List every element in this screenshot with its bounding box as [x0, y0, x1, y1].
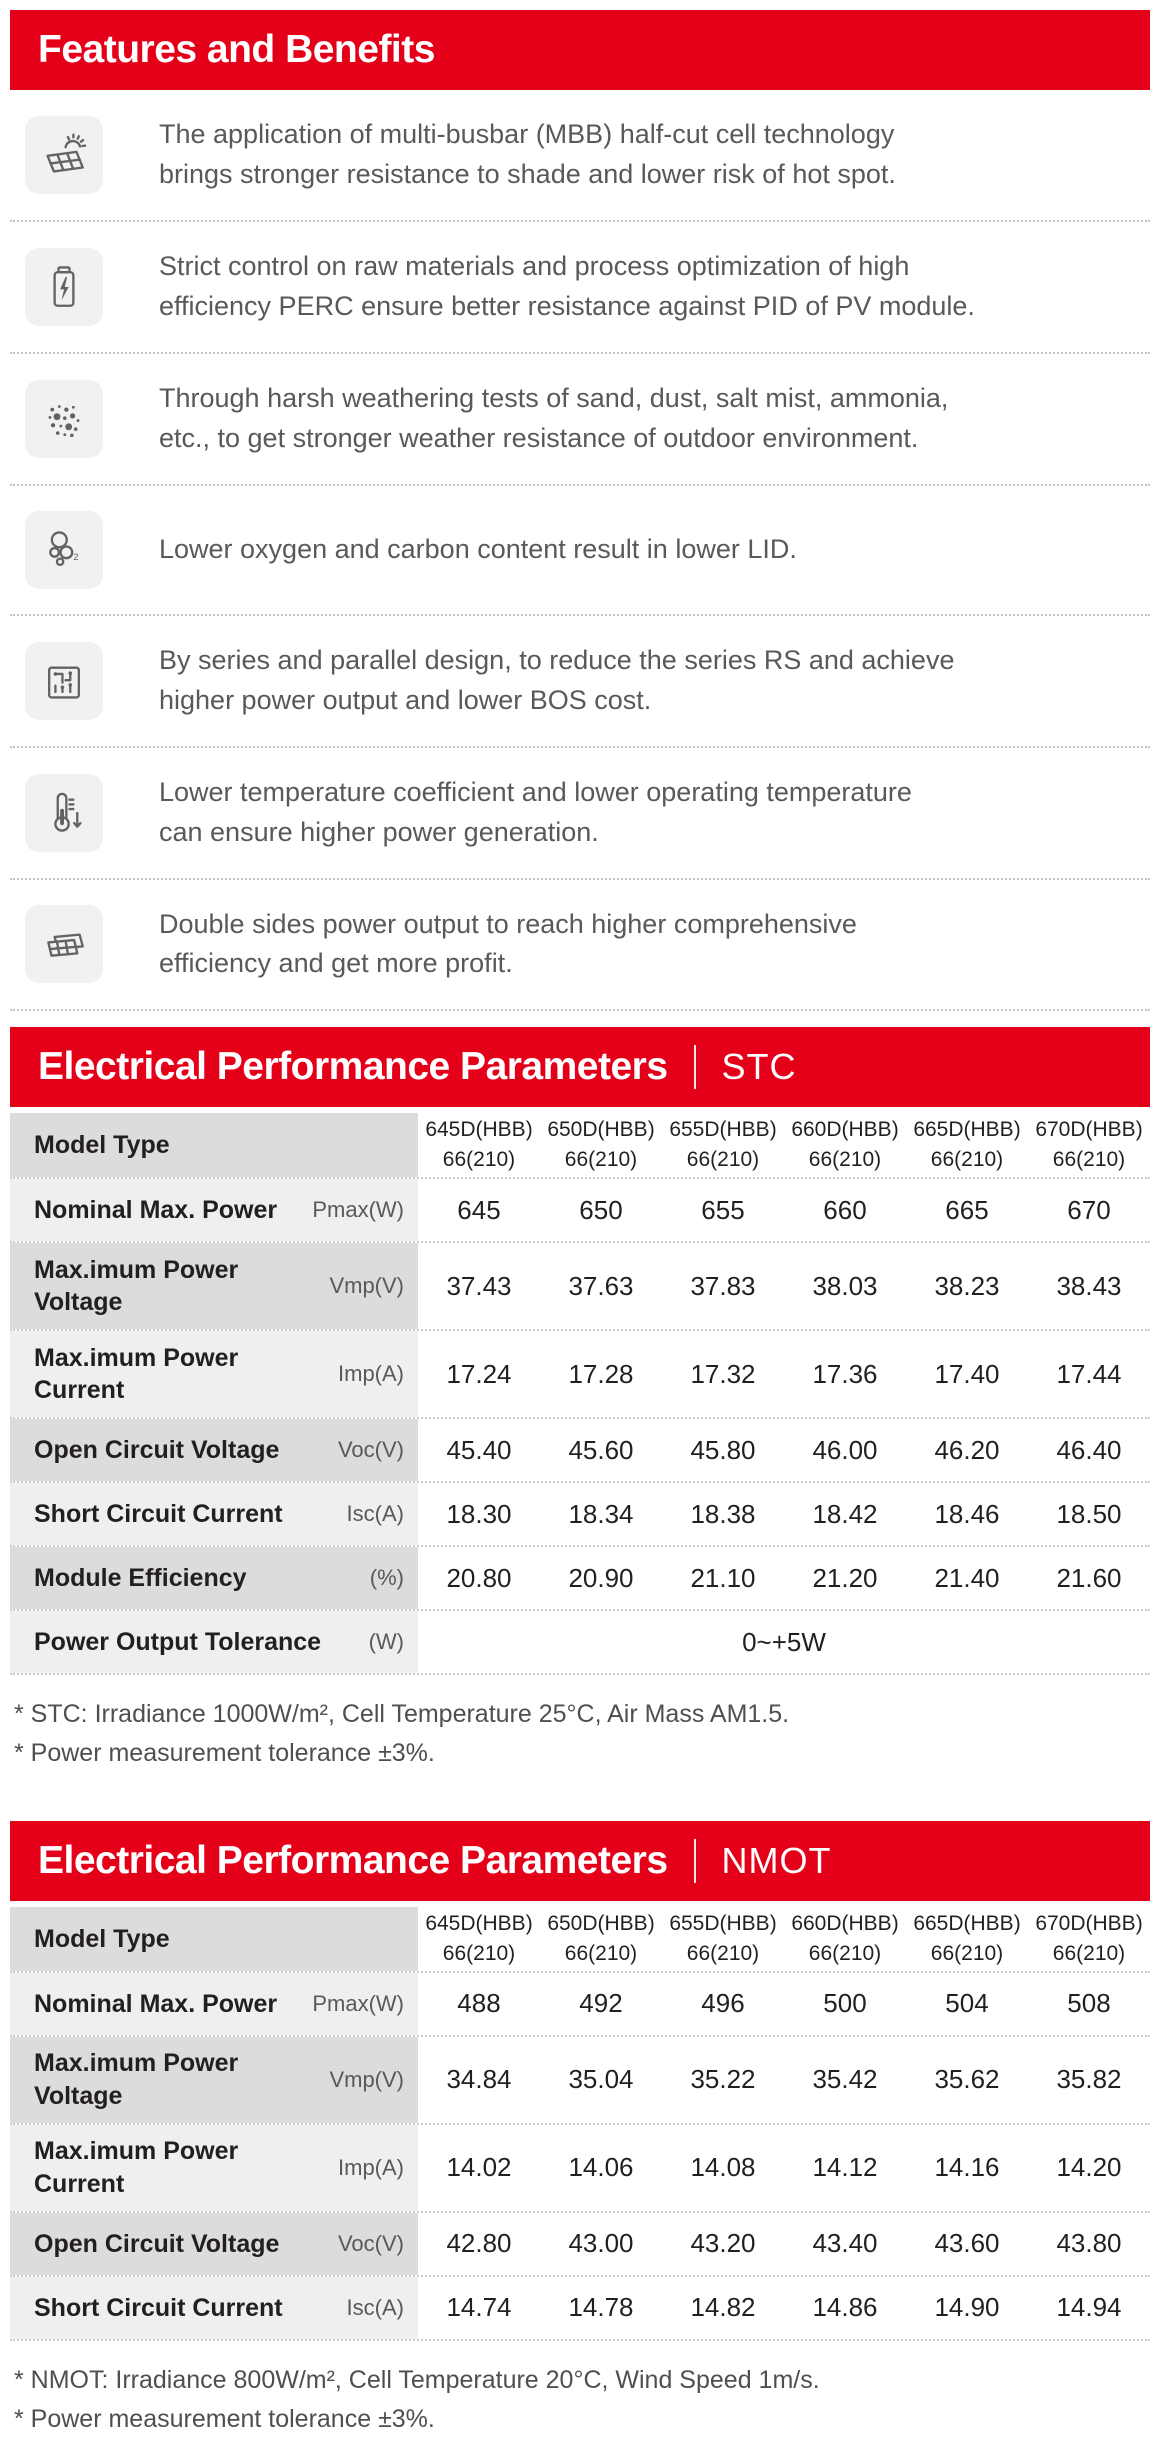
param-value: 655 — [701, 1194, 745, 1225]
circuit-icon — [25, 642, 103, 720]
feature-line: efficiency PERC ensure better resistance against PID of PV module. — [159, 290, 975, 321]
tolerance-value: 0~+5W — [742, 1626, 826, 1657]
param-value: 14.02 — [446, 2152, 512, 2183]
param-value: 645 — [457, 1194, 501, 1225]
param-value: 18.42 — [812, 1498, 878, 1529]
param-value: 17.36 — [812, 1358, 878, 1389]
feature-text — [159, 641, 954, 721]
feature-item-weathering — [10, 354, 1150, 486]
stc-condition-label: STC — [721, 1046, 797, 1088]
model-col: 655D(HBB) 66(210) — [669, 1118, 777, 1172]
param-value: 17.40 — [934, 1358, 1000, 1389]
param-label-cell — [10, 2277, 418, 2339]
footnote: * Power measurement tolerance ±3%. — [14, 2404, 435, 2433]
feature-text — [159, 115, 896, 195]
param-value: 35.22 — [690, 2064, 756, 2095]
param-value: 45.80 — [690, 1434, 756, 1465]
feature-line: Lower oxygen and carbon content result in lower LID. — [159, 533, 797, 564]
feature-line: higher power output and lower BOS cost. — [159, 684, 652, 715]
param-value: 17.32 — [690, 1358, 756, 1389]
param-symbol: (%) — [369, 1565, 404, 1591]
param-label-cell — [10, 2125, 418, 2211]
nmot-footnotes — [14, 2361, 1150, 2439]
nmot-table — [10, 1907, 1150, 2341]
param-value: 18.50 — [1056, 1498, 1122, 1529]
param-label-cell — [10, 1419, 418, 1481]
param-value: 38.03 — [812, 1270, 878, 1301]
param-value: 45.40 — [446, 1434, 512, 1465]
param-value: 20.90 — [568, 1562, 634, 1593]
param-label: Power Output Tolerance — [34, 1628, 322, 1657]
model-col: 660D(HBB) 66(210) — [791, 1118, 899, 1172]
param-value: 670 — [1067, 1194, 1111, 1225]
param-value: 504 — [945, 1988, 989, 2019]
table-row-voc — [10, 2213, 1150, 2277]
nmot-condition-label: NMOT — [721, 1839, 832, 1881]
param-label: Nominal Max. Power — [34, 1989, 278, 2018]
param-symbol: Pmax(W) — [312, 1990, 404, 2016]
param-value: 500 — [823, 1988, 867, 2019]
param-value: 43.00 — [568, 2228, 634, 2259]
stc-footnotes — [14, 1695, 1150, 1773]
model-col: 645D(HBB) 66(210) — [425, 1911, 533, 1965]
oxygen-bubbles-icon — [25, 511, 103, 589]
param-symbol: Voc(V) — [337, 2230, 404, 2256]
table-row-pmax — [10, 1179, 1150, 1243]
table-row-isc — [10, 2277, 1150, 2341]
param-label: Module Efficiency — [34, 1564, 247, 1593]
particles-icon — [25, 380, 103, 458]
feature-line: etc., to get stronger weather resistance of outdoor environment. — [159, 422, 919, 453]
svg-text:2: 2 — [73, 551, 79, 562]
param-value: 18.46 — [934, 1498, 1000, 1529]
table-row-efficiency — [10, 1547, 1150, 1611]
feature-item-series-parallel — [10, 616, 1150, 748]
model-col: 650D(HBB) 66(210) — [547, 1911, 655, 1965]
param-label-cell — [10, 2037, 418, 2123]
param-symbol: Vmp(V) — [329, 2066, 404, 2092]
param-label-cell — [10, 1243, 418, 1329]
banner-divider — [694, 1045, 696, 1089]
param-value: 37.63 — [568, 1270, 634, 1301]
bifacial-panel-icon — [25, 905, 103, 983]
table-row-vmp — [10, 2037, 1150, 2125]
table-row-imp — [10, 1331, 1150, 1419]
table-row-imp — [10, 2125, 1150, 2213]
model-type-label-cell — [10, 1113, 418, 1177]
param-value: 45.60 — [568, 1434, 634, 1465]
param-value: 37.43 — [446, 1270, 512, 1301]
table-row-model-type — [10, 1907, 1150, 1973]
feature-line: efficiency and get more profit. — [159, 948, 513, 979]
param-value: 43.20 — [690, 2228, 756, 2259]
param-value: 18.38 — [690, 1498, 756, 1529]
feature-text — [159, 379, 948, 459]
param-symbol: Isc(A) — [346, 1501, 404, 1527]
param-value: 14.06 — [568, 2152, 634, 2183]
param-label-cell — [10, 1973, 418, 2035]
footnote: * STC: Irradiance 1000W/m², Cell Temperature 25°C, Air Mass AM1.5. — [14, 1700, 790, 1729]
feature-line: Strict control on raw materials and process optimization of high — [159, 250, 910, 281]
param-value: 42.80 — [446, 2228, 512, 2259]
param-value: 17.44 — [1056, 1358, 1122, 1389]
param-value: 17.28 — [568, 1358, 634, 1389]
param-symbol: Isc(A) — [346, 2294, 404, 2320]
footnote: * Power measurement tolerance ±3%. — [14, 1739, 435, 1768]
param-symbol: (W) — [368, 1629, 404, 1655]
param-value: 46.20 — [934, 1434, 1000, 1465]
feature-line: Double sides power output to reach higher comprehensive — [159, 908, 857, 939]
solar-panel-sun-icon — [25, 116, 103, 194]
feature-text — [159, 773, 912, 853]
param-label: Short Circuit Current — [34, 1500, 283, 1529]
param-value: 21.60 — [1056, 1562, 1122, 1593]
param-value: 14.20 — [1056, 2152, 1122, 2183]
param-symbol: Voc(V) — [337, 1437, 404, 1463]
table-row-pmax — [10, 1973, 1150, 2037]
feature-item-lid — [10, 486, 1150, 616]
nmot-header-banner — [10, 1821, 1150, 1901]
param-symbol: Imp(A) — [338, 2154, 404, 2180]
param-label: Max.imum Power Current — [34, 2137, 239, 2198]
feature-line: By series and parallel design, to reduce the series RS and achieve — [159, 644, 955, 675]
param-value: 35.62 — [934, 2064, 1000, 2095]
param-label: Max.imum Power Current — [34, 1343, 239, 1405]
param-label-cell — [10, 1331, 418, 1417]
features-title: Features and Benefits — [38, 28, 435, 71]
param-value: 21.10 — [690, 1562, 756, 1593]
param-label: Max.imum Power Voltage — [34, 1255, 239, 1317]
model-col: 645D(HBB) 66(210) — [425, 1118, 533, 1172]
param-value: 38.23 — [934, 1270, 1000, 1301]
feature-line: Through harsh weathering tests of sand, dust, salt mist, ammonia, — [159, 382, 949, 413]
model-col: 650D(HBB) 66(210) — [547, 1118, 655, 1172]
param-value: 492 — [579, 1988, 623, 2019]
model-col: 670D(HBB) 66(210) — [1035, 1118, 1143, 1172]
param-value: 20.80 — [446, 1562, 512, 1593]
stc-title: Electrical Performance Parameters — [38, 1045, 668, 1089]
param-label: Max.imum Power Voltage — [34, 2049, 239, 2110]
feature-line: brings stronger resistance to shade and lower risk of hot spot. — [159, 158, 896, 189]
feature-text — [159, 905, 857, 985]
param-value: 665 — [945, 1194, 989, 1225]
param-value: 18.34 — [568, 1498, 634, 1529]
table-row-model-type — [10, 1113, 1150, 1179]
param-value: 43.60 — [934, 2228, 1000, 2259]
param-label: Nominal Max. Power — [34, 1196, 278, 1225]
param-value: 35.04 — [568, 2064, 634, 2095]
param-symbol: Vmp(V) — [329, 1273, 404, 1299]
table-row-tolerance — [10, 1611, 1150, 1675]
param-label: Open Circuit Voltage — [34, 1436, 280, 1465]
table-row-voc — [10, 1419, 1150, 1483]
param-value: 18.30 — [446, 1498, 512, 1529]
param-value: 34.84 — [446, 2064, 512, 2095]
feature-item-bifacial — [10, 880, 1150, 1012]
model-col: 670D(HBB) 66(210) — [1035, 1911, 1143, 1965]
param-value: 14.08 — [690, 2152, 756, 2183]
table-row-isc — [10, 1483, 1150, 1547]
feature-text — [159, 530, 797, 570]
param-value: 37.83 — [690, 1270, 756, 1301]
param-value: 14.90 — [934, 2292, 1000, 2323]
feature-line: The application of multi-busbar (MBB) half-cut cell technology — [159, 119, 895, 149]
param-label-cell — [10, 1547, 418, 1609]
param-label-cell — [10, 2213, 418, 2275]
feature-line: can ensure higher power generation. — [159, 816, 599, 847]
param-label: Short Circuit Current — [34, 2293, 283, 2322]
param-label: Open Circuit Voltage — [34, 2229, 280, 2258]
model-col: 665D(HBB) 66(210) — [913, 1118, 1021, 1172]
param-label-cell — [10, 1611, 418, 1673]
param-value: 21.40 — [934, 1562, 1000, 1593]
param-value: 38.43 — [1056, 1270, 1122, 1301]
param-label-cell — [10, 1179, 418, 1241]
model-col: 655D(HBB) 66(210) — [669, 1911, 777, 1965]
param-value: 508 — [1067, 1988, 1111, 2019]
param-value: 43.40 — [812, 2228, 878, 2259]
model-col: 660D(HBB) 66(210) — [791, 1911, 899, 1965]
param-symbol: Imp(A) — [338, 1361, 404, 1387]
param-value: 14.82 — [690, 2292, 756, 2323]
param-value: 46.00 — [812, 1434, 878, 1465]
model-type-label: Model Type — [34, 1924, 170, 1953]
thermometer-down-icon — [25, 774, 103, 852]
feature-item-mbb — [10, 90, 1150, 222]
param-value: 43.80 — [1056, 2228, 1122, 2259]
param-value: 14.74 — [446, 2292, 512, 2323]
param-value: 35.42 — [812, 2064, 878, 2095]
param-value: 496 — [701, 1988, 745, 2019]
param-value: 46.40 — [1056, 1434, 1122, 1465]
param-value: 488 — [457, 1988, 501, 2019]
param-value: 14.94 — [1056, 2292, 1122, 2323]
param-value: 14.12 — [812, 2152, 878, 2183]
nmot-title: Electrical Performance Parameters — [38, 1838, 668, 1882]
feature-item-temperature — [10, 748, 1150, 880]
param-value: 21.20 — [812, 1562, 878, 1593]
param-symbol: Pmax(W) — [312, 1197, 404, 1223]
model-col: 665D(HBB) 66(210) — [913, 1911, 1021, 1965]
features-header-banner — [10, 10, 1150, 90]
param-value: 660 — [823, 1194, 867, 1225]
param-value: 14.86 — [812, 2292, 878, 2323]
model-type-label: Model Type — [34, 1131, 170, 1160]
param-value: 35.82 — [1056, 2064, 1122, 2095]
footnote: * NMOT: Irradiance 800W/m², Cell Temperature 20°C, Wind Speed 1m/s. — [14, 2365, 820, 2394]
feature-line: Lower temperature coefficient and lower operating temperature — [159, 776, 912, 807]
feature-text — [159, 247, 975, 327]
model-type-label-cell — [10, 1907, 418, 1971]
stc-header-banner — [10, 1027, 1150, 1107]
param-value: 14.16 — [934, 2152, 1000, 2183]
features-list — [10, 90, 1150, 1011]
param-value: 650 — [579, 1194, 623, 1225]
table-row-vmp — [10, 1243, 1150, 1331]
feature-item-pid — [10, 222, 1150, 354]
battery-lightning-icon — [25, 248, 103, 326]
param-value: 17.24 — [446, 1358, 512, 1389]
param-label-cell — [10, 1483, 418, 1545]
stc-table — [10, 1113, 1150, 1675]
param-value: 14.78 — [568, 2292, 634, 2323]
banner-divider — [694, 1839, 696, 1883]
